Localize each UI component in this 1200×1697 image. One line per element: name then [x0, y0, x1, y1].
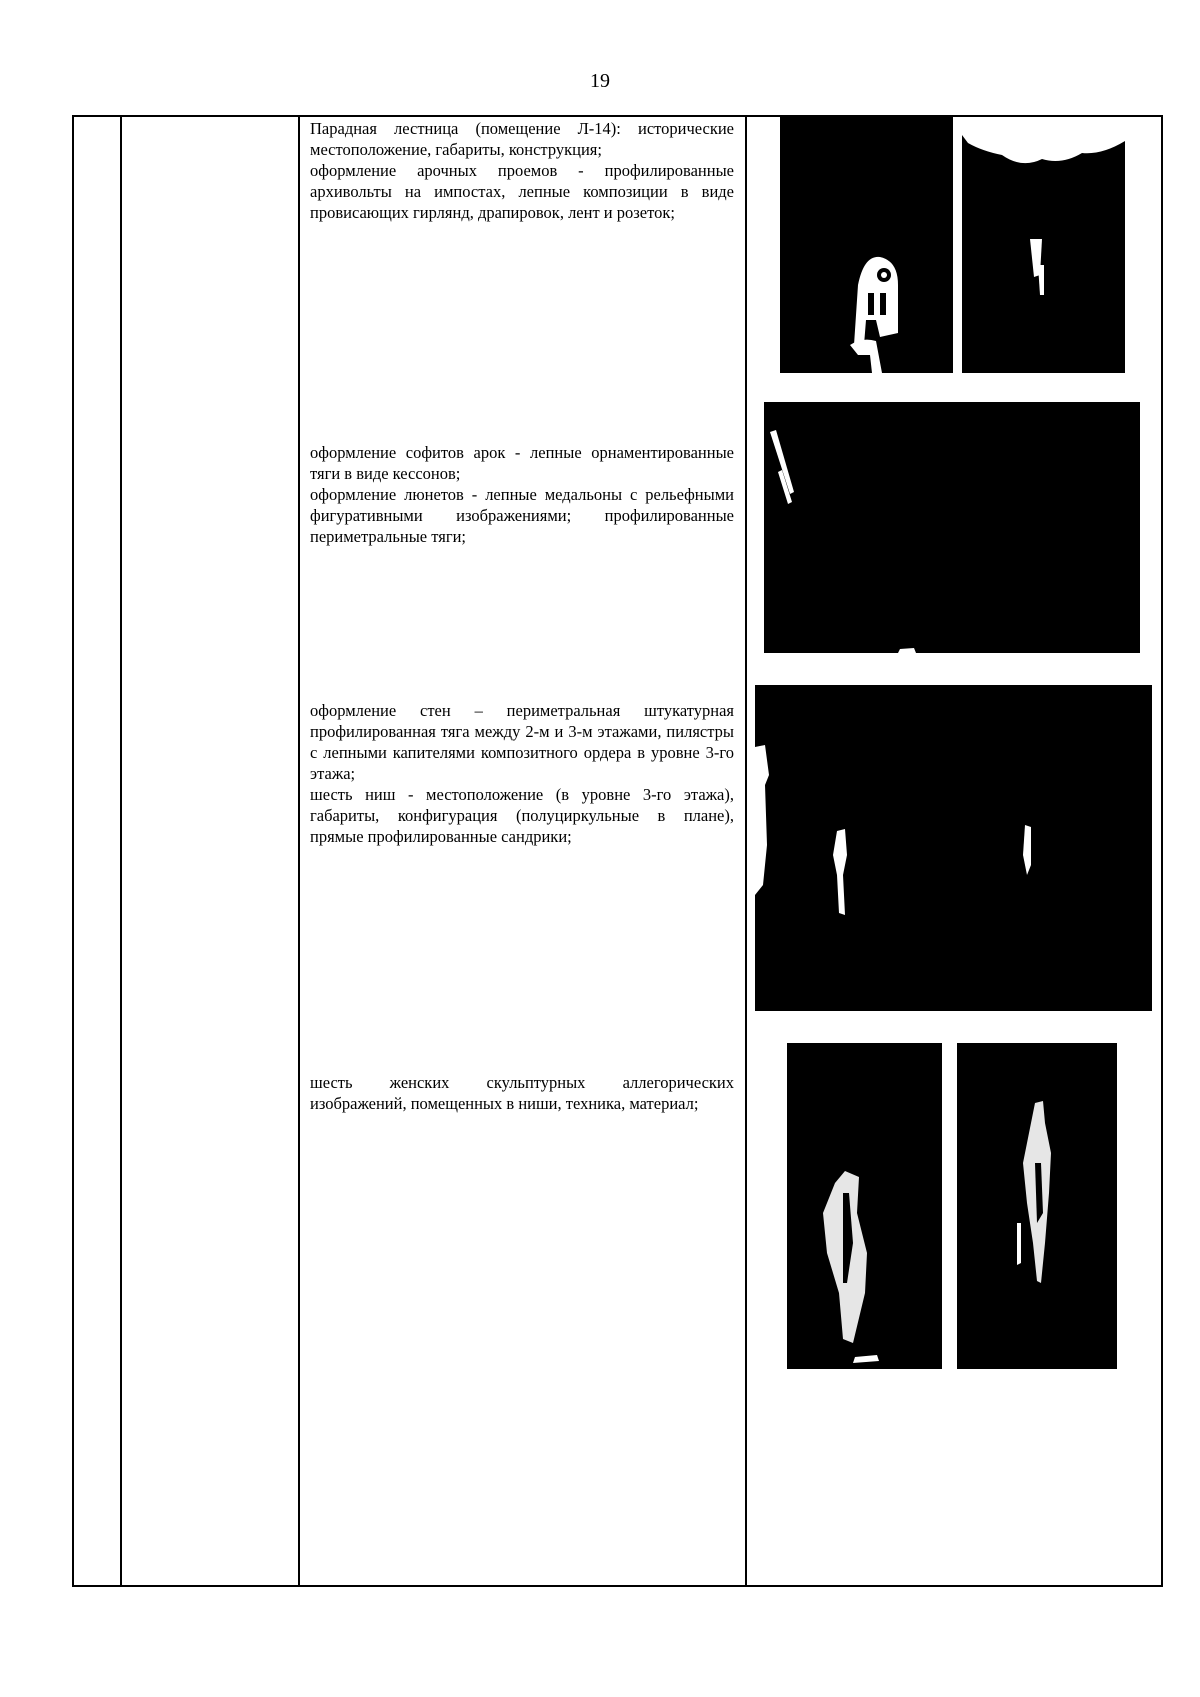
page-number: 19: [590, 70, 610, 92]
description-paragraph: оформление арочных проемов - профилированные архивольты на импостах, лепные композиции в виде провисающих гирлянд, драпировок, лент и розеток;: [310, 161, 734, 222]
description-paragraph: оформление стен – периметральная штукатурная профилированная тяга между 2-м и 3-м этажами, пилястры с лепными капителями композитного ордера в уровне 3-го этажа;: [310, 701, 734, 783]
description-paragraph: шесть женских скульптурных аллегорических изображений, помещенных в ниши, техника, материал;: [310, 1073, 734, 1113]
photo-arch-detail: [780, 115, 953, 373]
description-paragraph: оформление люнетов - лепные медальоны с рельефными фигуративными изображениями; профилированные периметральные тяги;: [310, 485, 734, 546]
column-divider-2: [298, 115, 300, 1587]
description-paragraph: оформление софитов арок - лепные орнаментированные тяги в виде кессонов;: [310, 443, 734, 483]
photo-sculpture-right: [957, 1043, 1117, 1369]
photo-sculpture-left: [787, 1043, 942, 1369]
column-divider-3: [745, 115, 747, 1587]
description-sculptures: [310, 1072, 734, 1114]
description-arches: [310, 442, 734, 547]
description-walls-niches: [310, 700, 734, 847]
description-paragraph: Парадная лестница (помещение Л-14): исторические местоположение, габариты, конструкция;: [310, 119, 734, 159]
description-paragraph: шесть ниш - местоположение (в уровне 3-го этажа), габариты, конфигурация (полуциркульные в плане), прямые профилированные сандрики;: [310, 785, 734, 846]
photo-wall-niches: [755, 685, 1152, 1011]
column-divider-1: [120, 115, 122, 1587]
description-staircase: [310, 118, 734, 223]
photo-ceiling-detail: [962, 125, 1125, 373]
photo-arch-soffit: [764, 402, 1140, 653]
